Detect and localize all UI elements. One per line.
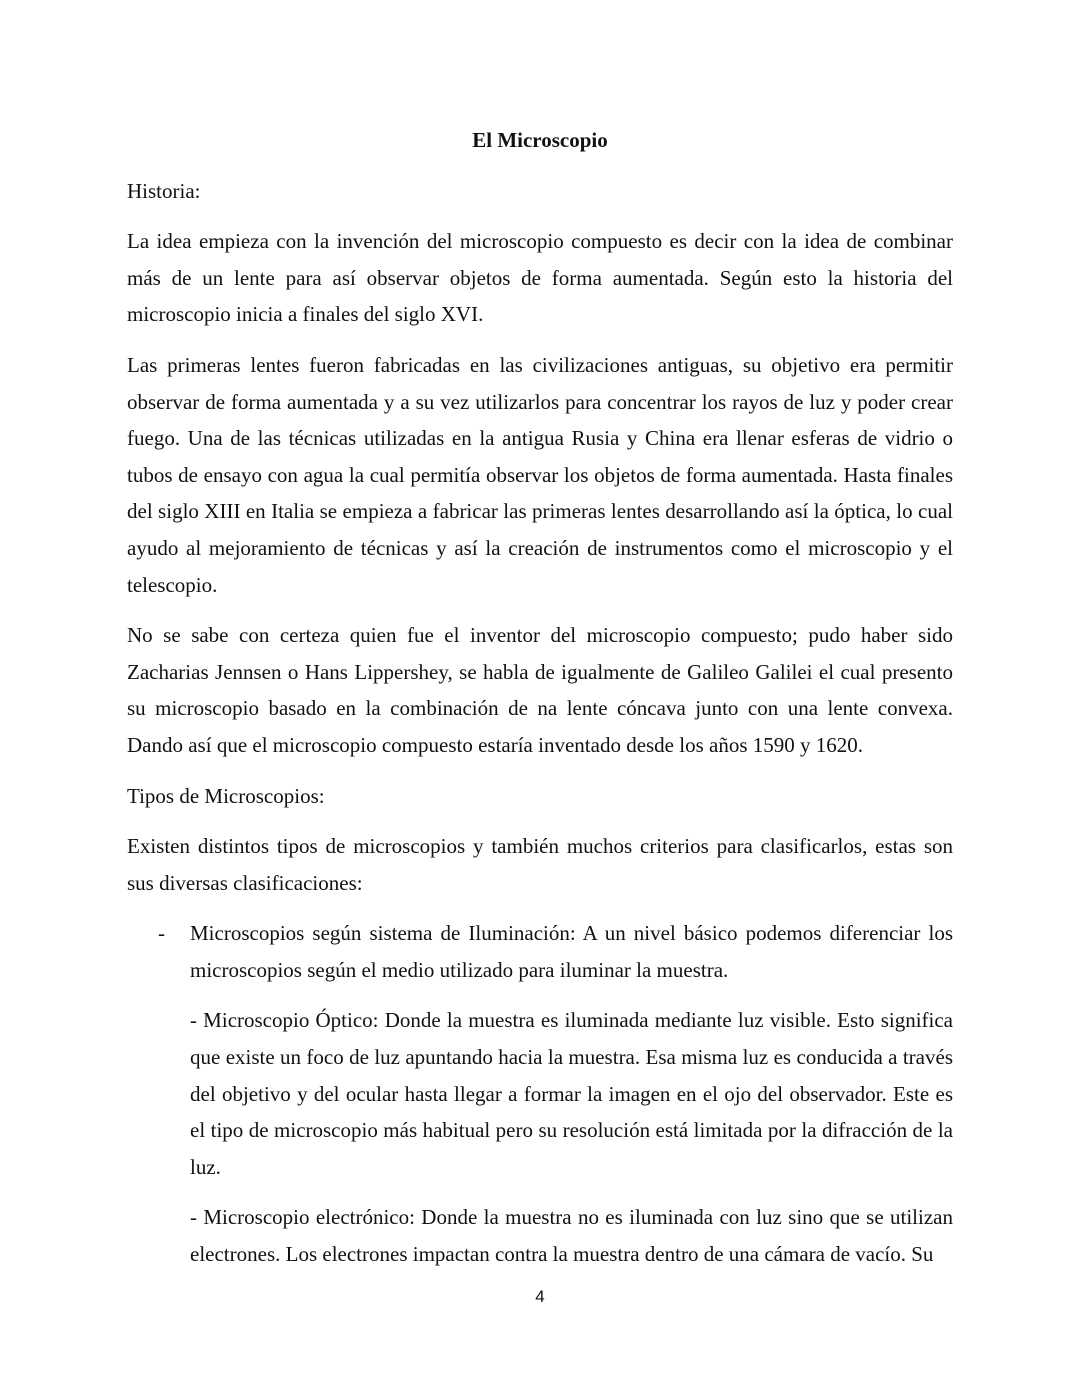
paragraph: Las primeras lentes fueron fabricadas en las civilizaciones antiguas, su objetivo era permitir observar de forma aumentada y a su vez utilizarlos para concentrar los rayos de luz y poder crear fuego. Una de las técnicas utilizadas en la antigua Rusia y China era llenar esferas de vidrio o tubos de ensayo con agua la cual permitía observar los objetos de forma aumentada. Hasta finales del siglo XIII en Italia se empieza a fabricar las primeras lentes desarrollando así la óptica, lo cual ayudo al mejoramiento de técnicas y así la creación de instrumentos como el microscopio y el telescopio. (127, 352, 953, 597)
paragraph: Existen distintos tipos de microscopios y también muchos criterios para clasificarlos, estas son sus diversas clasificaciones: (127, 834, 953, 895)
paragraph: La idea empieza con la invención del microscopio compuesto es decir con la idea de combinar más de un lente para así observar objetos de forma aumentada. Según esto la historia del microscopio inicia a finales del siglo XVI. (127, 229, 953, 327)
sub-paragraph-electronico: - Microscopio electrónico: Donde la muestra no es iluminada con luz sino que se utilizan electrones. Los electrones impactan contra la muestra dentro de una cámara de vacío. Su (190, 1205, 953, 1267)
sub-paragraph-optico: - Microscopio Óptico: Donde la muestra es iluminada mediante luz visible. Esto significa que existe un foco de luz apuntando hacia la muestra. Esa misma luz es conducida a través del objetivo y del ocular hasta llegar a formar la imagen en el ojo del observador. Este es el tipo de microscopio más habitual pero su resolución está limitada por la difracción de la luz. (190, 1008, 953, 1179)
paragraph: No se sabe con certeza quien fue el inventor del microscopio compuesto; pudo haber sido Zacharias Jennsen o Hans Lippershey, se habla de igualmente de Galileo Galilei el cual presento su microscopio basado en la combinación de na lente cóncava junto con una lente convexa. Dando así que el microscopio compuesto estaría inventado desde los años 1590 y 1620. (127, 623, 953, 757)
document-title: El Microscopio (472, 128, 608, 152)
section-heading-historia: Historia: (127, 178, 201, 203)
list-item-text: Microscopios según sistema de Iluminación: A un nivel básico podemos diferenciar los microscopios según el medio utilizado para iluminar la muestra. (190, 921, 953, 982)
section-heading-tipos: Tipos de Microscopios: (127, 783, 325, 808)
document-page (127, 122, 953, 1287)
list-item (127, 915, 953, 988)
list-dash: - (158, 921, 165, 946)
page-number: 4 (535, 1287, 545, 1306)
